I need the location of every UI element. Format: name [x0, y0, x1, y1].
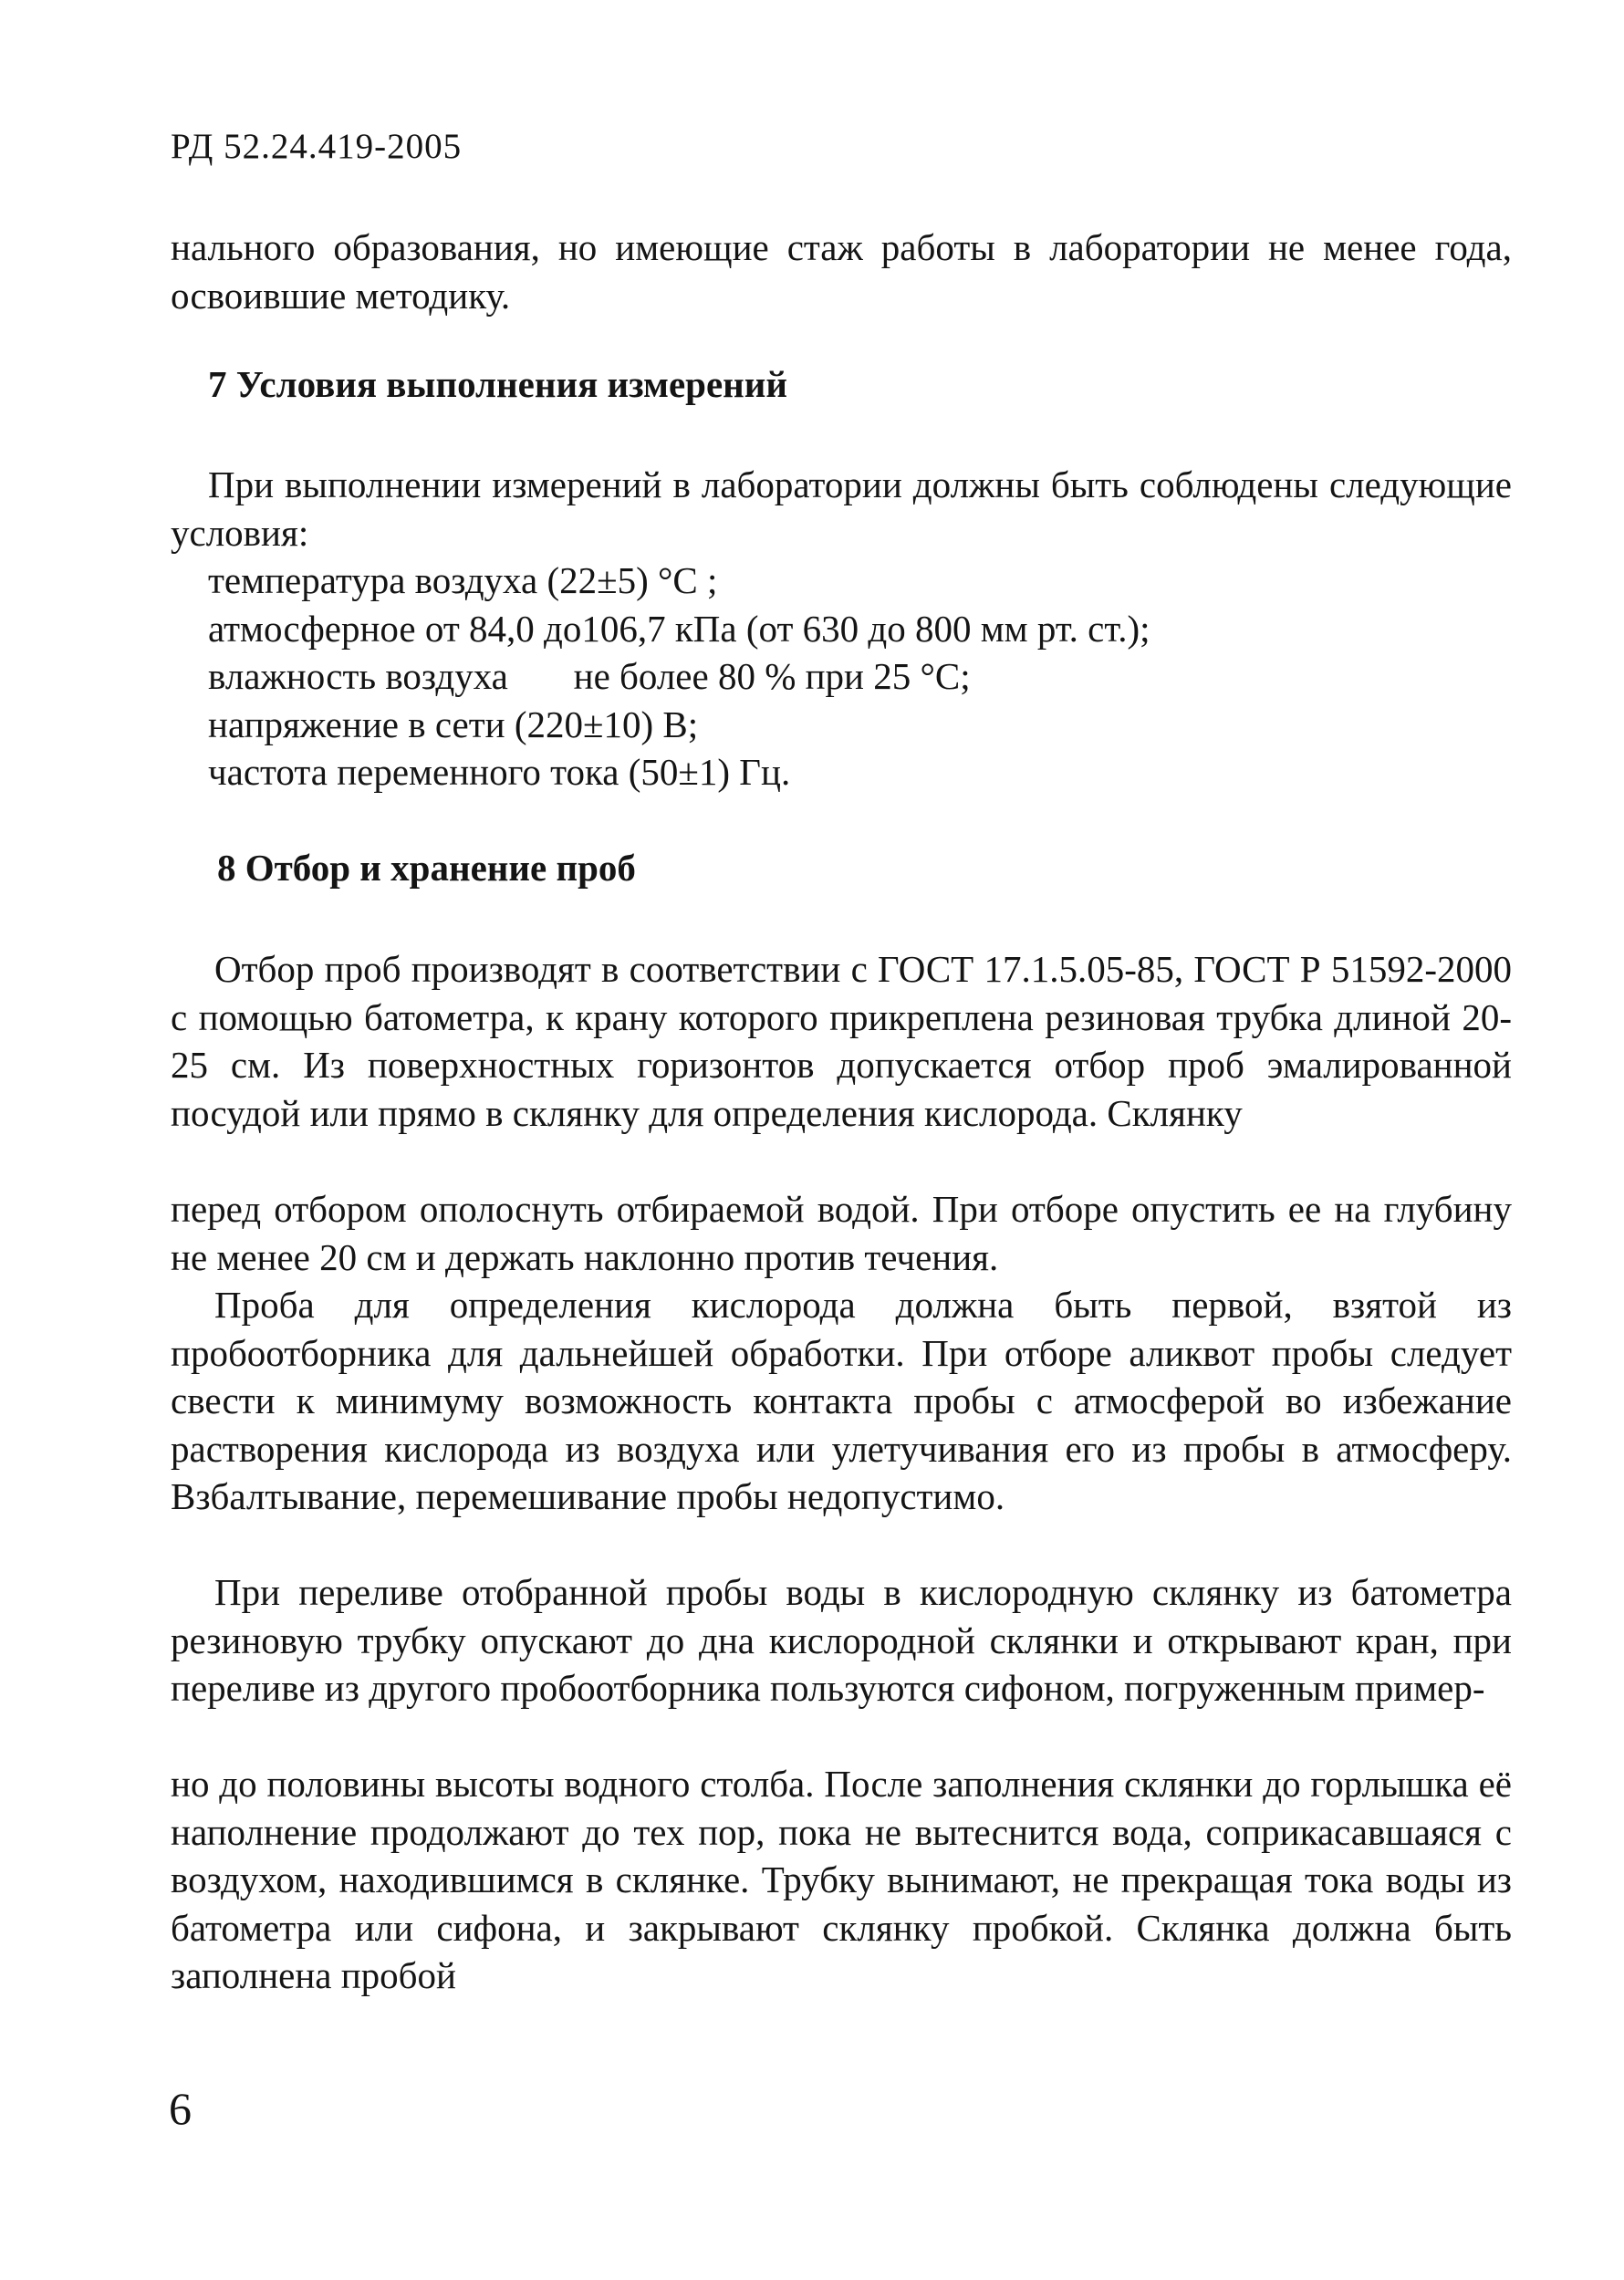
condition-item: влажность воздуха не более 80 % при 25 °С;: [208, 655, 971, 697]
conditions-list: [208, 557, 1150, 796]
page-number: 6: [169, 2083, 192, 2134]
condition-item: частота переменного тока (50±1) Гц.: [208, 751, 791, 793]
section-8-paragraph: но до половины высоты водного столба. После заполнения склянки до горлышка её наполнение продолжают до тех пор, пока не вытеснится вода, соприкасавшаяся с воздухом, находившимся в склянке. Трубку вынимают, не прекращая тока воды из батометра или сифона, и закрывают склянку пробкой. Склянка должна быть заполнена пробой: [171, 1763, 1512, 1996]
section-8-paragraph: При переливе отобранной пробы воды в кислородную склянку из батометра резиновую трубку опускают до дна кислородной склянки и открывают кран, при переливе из другого пробоотборника пользуются сифоном, погруженным пример-: [171, 1571, 1512, 1709]
section-8-heading: 8 Отбор и хранение проб: [217, 847, 636, 889]
section-8-paragraph: Проба для определения кислорода должна быть первой, взятой из пробоотборника для дальнейшей обработки. При отборе аликвот пробы следует свести к минимуму возможность контакта пробы с атмосферой во избежание растворения кислорода из воздуха или улетучивания его из пробы в атмосферу. Взбалтывание, перемешивание пробы недопустимо.: [171, 1284, 1512, 1517]
section-7-intro: При выполнении измерений в лаборатории должны быть соблюдены следующие условия:: [171, 463, 1512, 554]
condition-item: напряжение в сети (220±10) В;: [208, 703, 699, 745]
condition-item: атмосферное от 84,0 до106,7 кПа (от 630 до 800 мм рт. ст.);: [208, 607, 1150, 650]
document-code: РД 52.24.419-2005: [171, 127, 463, 166]
continuation-paragraph: нального образования, но имеющие стаж работы в лаборатории не менее года, освоившие методику.: [171, 226, 1512, 317]
section-7-heading: 7 Условия выполнения измерений: [208, 363, 788, 405]
section-8-paragraph: Отбор проб производят в соответствии с ГОСТ 17.1.5.05-85, ГОСТ Р 51592-2000 с помощью батометра, к крану которого прикреплена резиновая трубка длиной 20-25 см. Из поверхностных горизонтов допускается отбор проб эмалированной посудой или прямо в склянку для определения кислорода. Склянку: [171, 948, 1512, 1134]
section-8-paragraph: перед отбором ополоснуть отбираемой водой. При отборе опустить ее на глубину не менее 20 см и держать наклонно против течения.: [171, 1188, 1512, 1278]
condition-item: температура воздуха (22±5) °С ;: [208, 559, 718, 601]
